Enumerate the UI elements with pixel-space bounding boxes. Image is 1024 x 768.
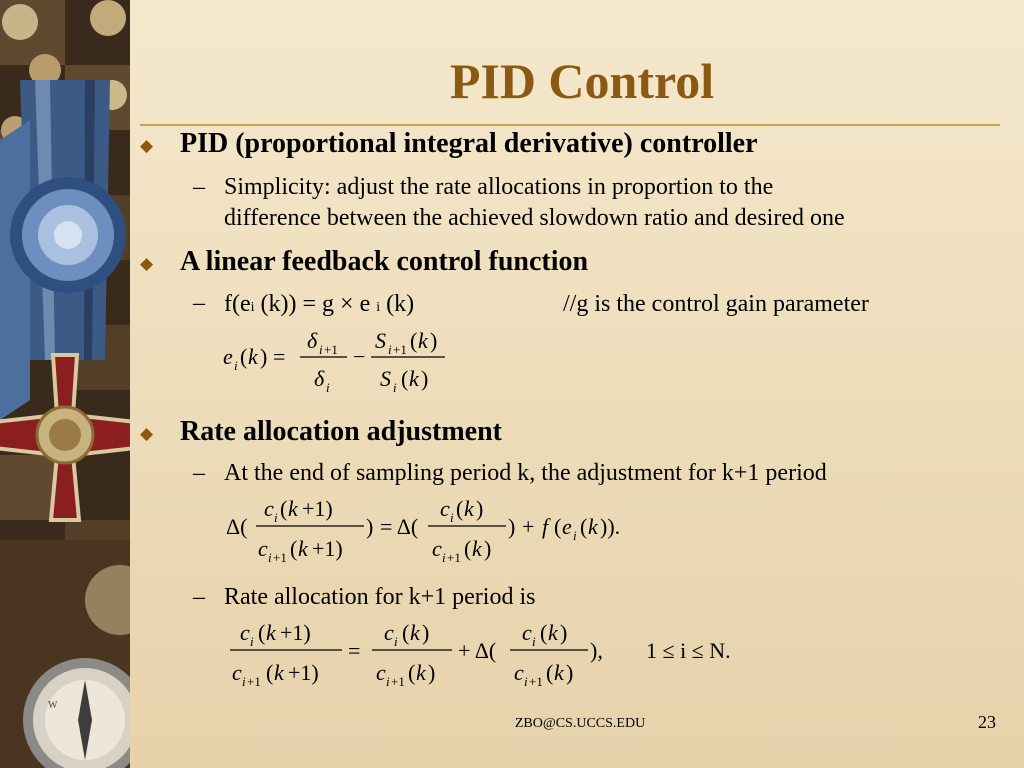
svg-text:k: k xyxy=(248,344,258,369)
svg-text:(: ( xyxy=(408,660,416,685)
svg-text:+1: +1 xyxy=(247,674,261,689)
svg-text:): ) xyxy=(428,660,436,685)
svg-text:i: i xyxy=(250,634,254,649)
svg-text:e: e xyxy=(562,514,572,539)
svg-text:(: ( xyxy=(401,366,409,391)
bullet-heading-1: PID (proportional integral derivative) controller xyxy=(180,128,758,159)
diamond-icon: ◆ xyxy=(140,136,154,155)
svg-text:(: ( xyxy=(464,536,472,561)
svg-text:S: S xyxy=(375,328,386,353)
sub-item-rate-allocation: Rate allocation for k+1 period is xyxy=(224,584,536,610)
svg-text:k: k xyxy=(464,496,474,521)
diamond-icon: ◆ xyxy=(140,424,154,443)
svg-text:k: k xyxy=(548,620,558,645)
sub-item-formula xyxy=(224,289,414,323)
svg-text:i: i xyxy=(326,380,330,395)
svg-text:c: c xyxy=(264,496,274,521)
dash-icon: – xyxy=(193,290,205,316)
svg-text:(: ( xyxy=(554,514,562,539)
equation-adjustment xyxy=(222,492,662,572)
dash-icon: – xyxy=(193,460,205,486)
svg-text:): ) xyxy=(430,328,438,353)
svg-text:(: ( xyxy=(402,620,410,645)
page-number: 23 xyxy=(978,712,996,732)
svg-text:(: ( xyxy=(266,660,274,685)
svg-text:+ Δ(: + Δ( xyxy=(458,638,497,663)
svg-text:+1: +1 xyxy=(447,550,461,565)
dash-icon: – xyxy=(193,174,205,200)
sub-item-line: difference between the achieved slowdown ratio and desired one xyxy=(224,205,845,231)
diamond-icon: ◆ xyxy=(140,254,154,273)
svg-text:): ) xyxy=(566,660,574,685)
svg-text:(: ( xyxy=(240,344,248,369)
svg-text:i: i xyxy=(524,674,528,689)
svg-text:+1: +1 xyxy=(273,550,287,565)
dash-icon: – xyxy=(193,584,205,610)
svg-text:k: k xyxy=(554,660,564,685)
svg-text:k: k xyxy=(410,620,420,645)
slide-title: PID Control xyxy=(449,53,715,109)
footer-email: ZBO@CS.UCCS.EDU xyxy=(514,716,646,731)
svg-text:): ) xyxy=(508,514,516,539)
svg-text:+1): +1) xyxy=(312,536,343,561)
equation-rate-allocation xyxy=(226,614,766,694)
svg-text:): ) xyxy=(422,620,430,645)
svg-text:k: k xyxy=(288,496,298,521)
svg-text:c: c xyxy=(258,536,268,561)
svg-text:i: i xyxy=(393,380,397,395)
svg-text:(: ( xyxy=(290,536,298,561)
svg-text:f: f xyxy=(542,514,549,539)
svg-text:+1): +1) xyxy=(302,496,333,521)
svg-text:): ) xyxy=(421,366,429,391)
svg-text:i: i xyxy=(388,342,392,357)
svg-text:W: W xyxy=(48,700,58,711)
formula-text: (k) xyxy=(380,291,415,317)
svg-text:c: c xyxy=(232,660,242,685)
svg-text:): ) xyxy=(560,620,568,645)
svg-text:k: k xyxy=(274,660,284,685)
svg-text:+1): +1) xyxy=(288,660,319,685)
svg-text:k: k xyxy=(416,660,426,685)
svg-text:c: c xyxy=(522,620,532,645)
svg-text:i: i xyxy=(532,634,536,649)
svg-text:+: + xyxy=(522,514,535,539)
svg-text:c: c xyxy=(514,660,524,685)
svg-text:k: k xyxy=(418,328,428,353)
svg-text:e: e xyxy=(223,344,233,369)
svg-text:(: ( xyxy=(456,496,464,521)
svg-text:(: ( xyxy=(258,620,266,645)
svg-text:i: i xyxy=(394,634,398,649)
svg-text:i: i xyxy=(450,510,454,525)
svg-text:+1: +1 xyxy=(529,674,543,689)
svg-text:(: ( xyxy=(580,514,588,539)
svg-text:c: c xyxy=(384,620,394,645)
svg-text:+1: +1 xyxy=(391,674,405,689)
svg-text:S: S xyxy=(380,366,391,391)
svg-text:i: i xyxy=(268,550,272,565)
svg-text:c: c xyxy=(432,536,442,561)
svg-text:(: ( xyxy=(280,496,288,521)
svg-text:i: i xyxy=(319,342,323,357)
medal-illustration xyxy=(0,0,130,768)
svg-text:): ) xyxy=(366,514,374,539)
svg-text:i: i xyxy=(442,550,446,565)
svg-text:(: ( xyxy=(546,660,554,685)
svg-text:),: ), xyxy=(590,638,603,663)
svg-text:=: = xyxy=(273,344,286,369)
formula-comment: //g is the control gain parameter xyxy=(563,291,869,317)
svg-text:)).: )). xyxy=(600,514,621,539)
svg-text:k: k xyxy=(588,514,598,539)
svg-text:k: k xyxy=(409,366,419,391)
svg-text:): ) xyxy=(484,536,492,561)
svg-text:i: i xyxy=(274,510,278,525)
title-divider xyxy=(140,124,1000,126)
svg-text:δ: δ xyxy=(314,366,325,391)
svg-text:k: k xyxy=(298,536,308,561)
svg-text:c: c xyxy=(376,660,386,685)
svg-text:i: i xyxy=(242,674,246,689)
svg-text:+1: +1 xyxy=(393,342,407,357)
svg-text:δ: δ xyxy=(307,328,318,353)
formula-subscript: i xyxy=(376,300,381,315)
svg-text:=: = xyxy=(348,638,361,663)
svg-text:= Δ(: = Δ( xyxy=(380,514,419,539)
decorative-image xyxy=(0,0,130,768)
formula-subscript: i xyxy=(250,300,255,315)
svg-text:1 ≤ i ≤ N.: 1 ≤ i ≤ N. xyxy=(646,638,731,663)
svg-text:): ) xyxy=(476,496,484,521)
bullet-heading-2: A linear feedback control function xyxy=(180,246,589,277)
svg-text:c: c xyxy=(240,620,250,645)
formula-text: f(e xyxy=(224,291,251,317)
formula-text: (k)) = g × e xyxy=(254,291,371,317)
sub-item-line: Simplicity: adjust the rate allocations in proportion to the xyxy=(224,174,774,200)
svg-text:−: − xyxy=(353,344,366,369)
svg-text:i: i xyxy=(573,528,577,543)
svg-text:k: k xyxy=(472,536,482,561)
bullet-heading-3: Rate allocation adjustment xyxy=(180,416,502,447)
equation-error xyxy=(215,320,465,398)
sub-item-simplicity xyxy=(224,172,845,234)
svg-text:+1): +1) xyxy=(280,620,311,645)
svg-text:+1: +1 xyxy=(324,342,338,357)
svg-text:(: ( xyxy=(410,328,418,353)
sub-item-adjustment: At the end of sampling period k, the adjustment for k+1 period xyxy=(224,460,827,486)
svg-text:c: c xyxy=(440,496,450,521)
svg-text:): ) xyxy=(260,344,268,369)
svg-text:i: i xyxy=(386,674,390,689)
svg-text:k: k xyxy=(266,620,276,645)
svg-text:i: i xyxy=(234,358,238,373)
svg-text:(: ( xyxy=(540,620,548,645)
svg-text:Δ(: Δ( xyxy=(226,514,248,539)
